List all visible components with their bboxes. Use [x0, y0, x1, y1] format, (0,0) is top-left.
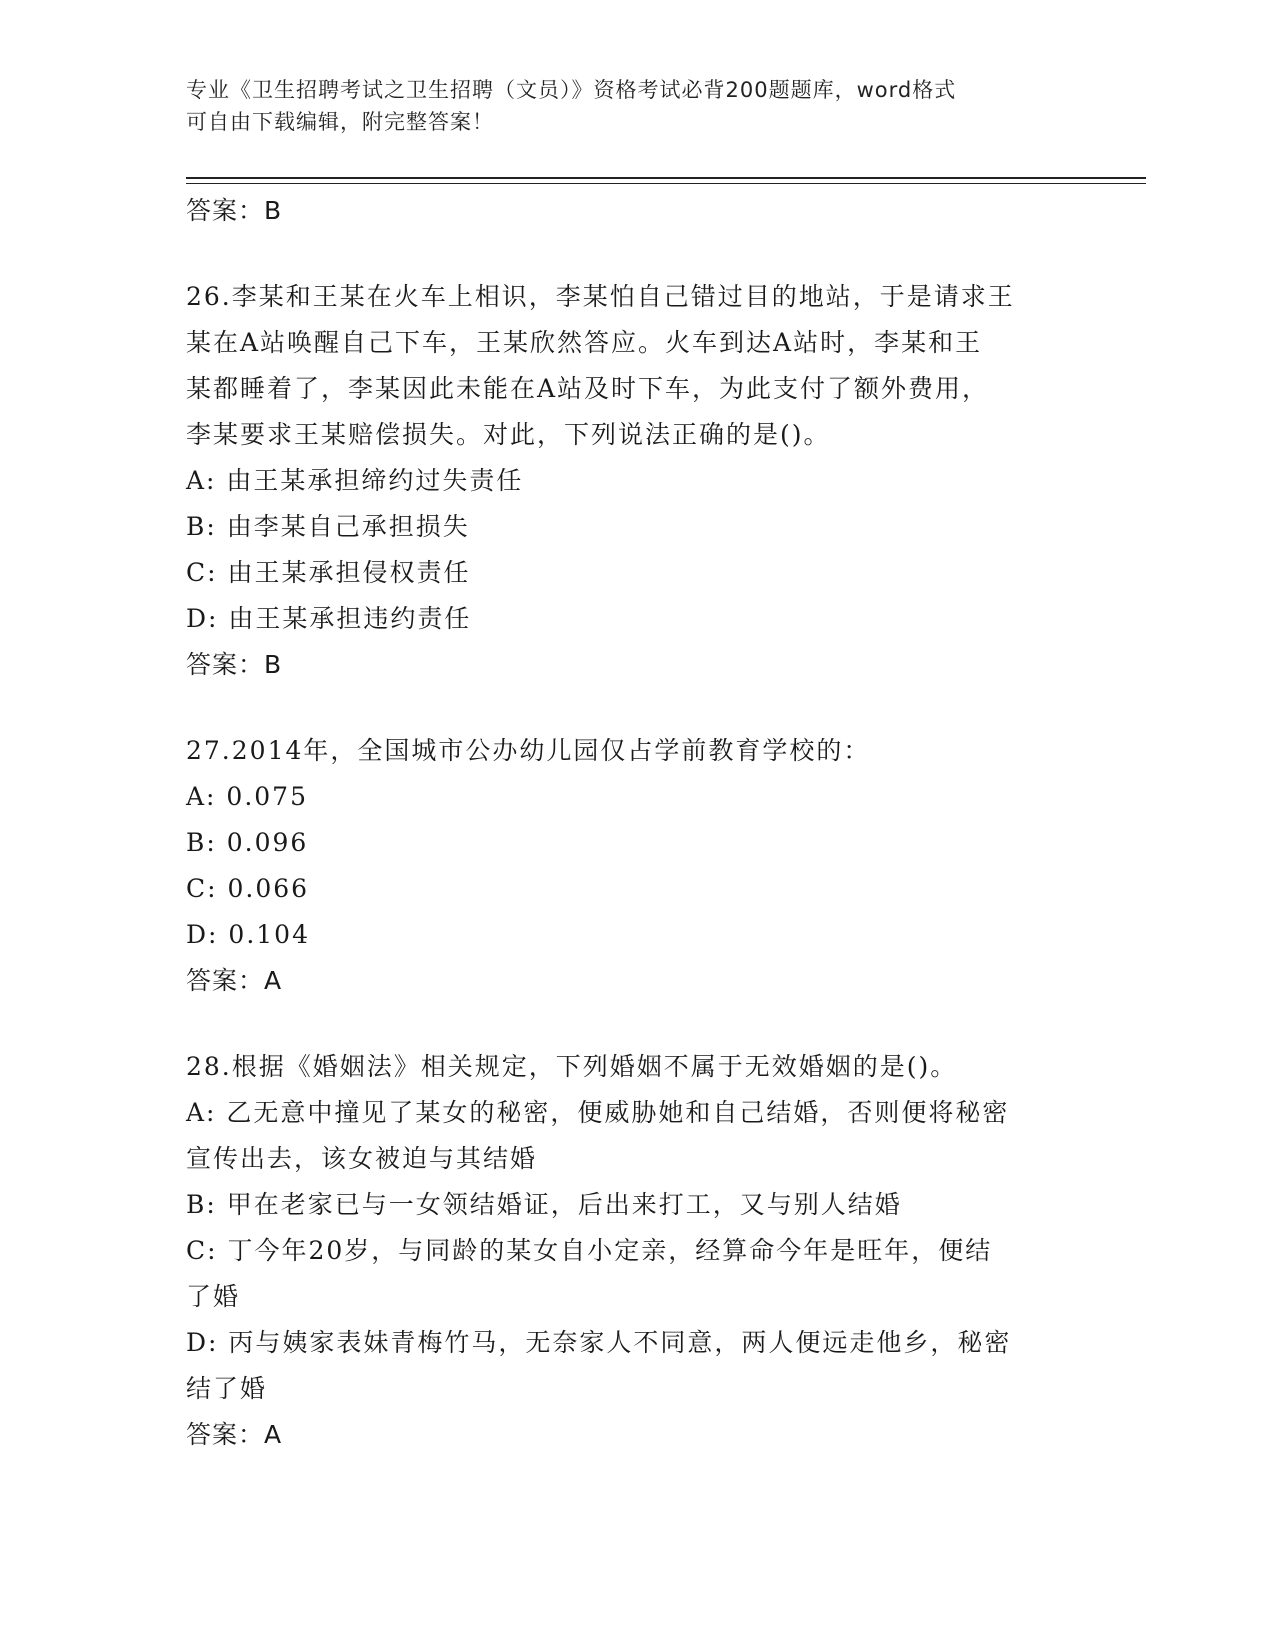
spacer: [186, 688, 1086, 728]
spacer: [186, 1004, 1086, 1044]
header-rule-thin: [186, 183, 1146, 184]
question-text-line: 27.2014年，全国城市公办幼儿园仅占学前教育学校的：: [186, 736, 871, 765]
answer: 答案：A: [186, 966, 283, 995]
option-a: A: 0.075: [186, 782, 308, 811]
option-b: B: 甲在老家已与一女领结婚证，后出来打工，又与别人结婚: [186, 1190, 902, 1219]
question-26: [186, 274, 1086, 688]
question-text-line: 28.根据《婚姻法》相关规定，下列婚姻不属于无效婚姻的是()。: [186, 1052, 958, 1081]
header-line-2: 可自由下载编辑，附完整答案！: [186, 110, 494, 134]
option-b: B: 由李某自己承担损失: [186, 512, 470, 541]
option-a: A: 由王某承担缔约过失责任: [186, 466, 524, 495]
option-c: C: 0.066: [186, 874, 310, 903]
option-a: A: 乙无意中撞见了某女的秘密，便威胁她和自己结婚，否则便将秘密: [186, 1098, 1010, 1127]
question-text-line: 某都睡着了，李某因此未能在A站及时下车，为此支付了额外费用，: [186, 374, 990, 403]
answer: 答案：B: [186, 650, 283, 679]
option-a-continued: 宣传出去，该女被迫与其结婚: [186, 1144, 538, 1173]
option-c: C: 丁今年20岁，与同龄的某女自小定亲，经算命今年是旺年，便结: [186, 1236, 993, 1265]
option-d: D: 由王某承担违约责任: [186, 604, 472, 633]
header-line-1: 专业《卫生招聘考试之卫生招聘（文员）》资格考试必背200题题库，word格式: [186, 78, 957, 102]
previous-answer: 答案：B: [186, 196, 283, 225]
option-c-continued: 了婚: [186, 1282, 241, 1311]
answer: 答案：A: [186, 1420, 283, 1449]
option-c: C: 由王某承担侵权责任: [186, 558, 471, 587]
option-b: B: 0.096: [186, 828, 309, 857]
option-d-continued: 结了婚: [186, 1374, 268, 1403]
question-text-line: 李某要求王某赔偿损失。对此，下列说法正确的是()。: [186, 420, 831, 449]
option-d: D: 丙与姨家表妹青梅竹马，无奈家人不同意，两人便远走他乡，秘密: [186, 1328, 1012, 1357]
question-text-line: 某在A站唤醒自己下车，王某欣然答应。火车到达A站时，李某和王: [186, 328, 983, 357]
question-27: [186, 728, 1086, 1004]
question-28: [186, 1044, 1086, 1458]
question-list: [186, 188, 1086, 1458]
spacer: [186, 234, 1086, 274]
option-d: D: 0.104: [186, 920, 310, 949]
page-header: [186, 74, 1086, 138]
question-text-line: 26.李某和王某在火车上相识，李某怕自己错过目的地站，于是请求王: [186, 282, 1015, 311]
header-rule-thick: [186, 177, 1146, 179]
